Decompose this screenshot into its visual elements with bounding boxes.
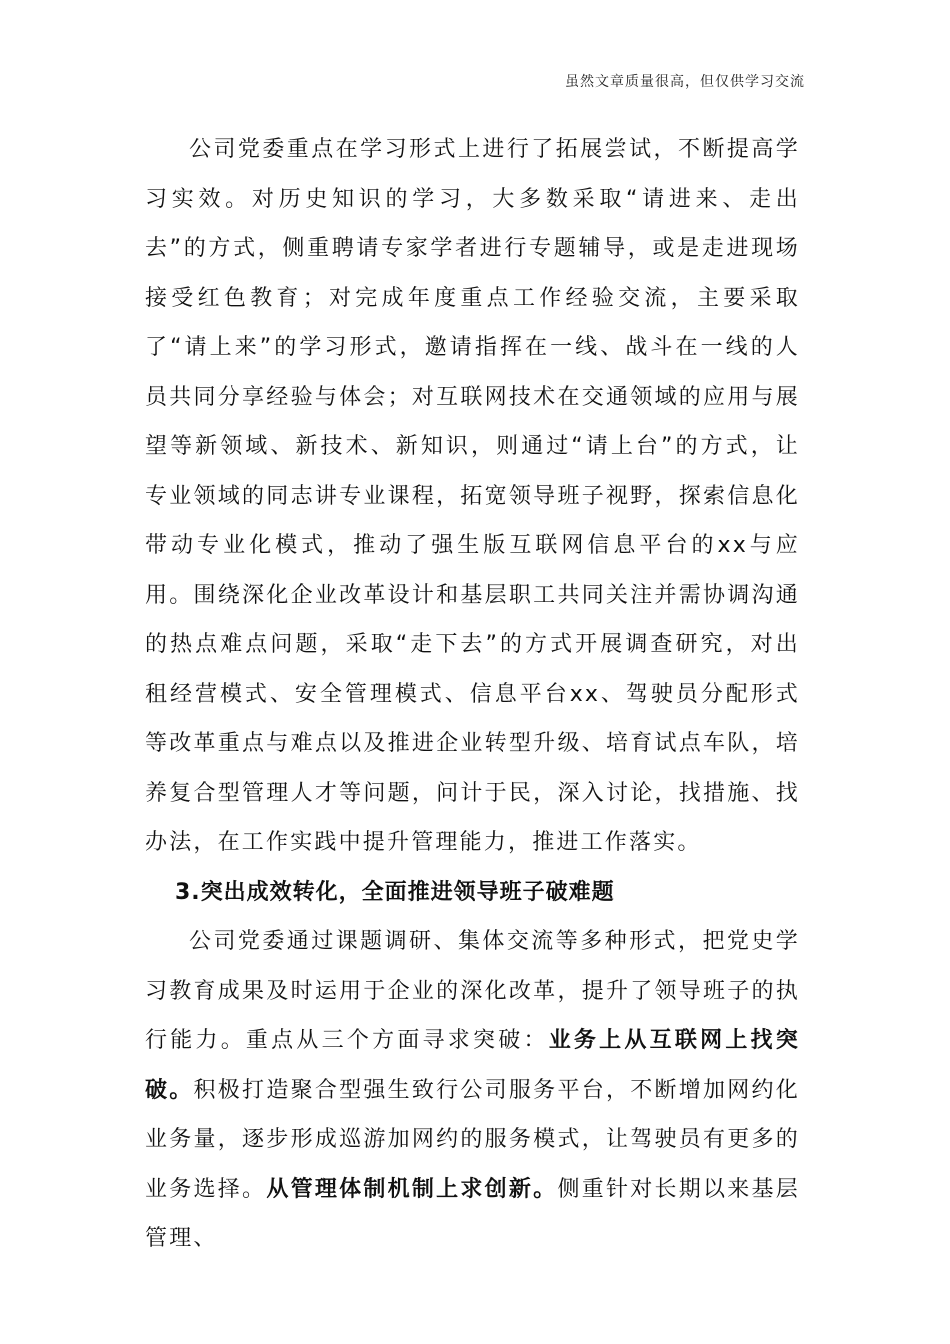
header-note: 虽然文章质量很高，但仅供学习交流 <box>565 74 805 90</box>
paragraph-achievement-transformation <box>145 917 800 1264</box>
bold-highlight-internet: 业务上从互联网上找突破。 <box>145 1028 800 1103</box>
section-heading: 3.突出成效转化，全面推进领导班子破难题 <box>175 879 615 905</box>
paragraph-learning-forms: 公司党委重点在学习形式上进行了拓展尝试，不断提高学习实效。对历史知识的学习，大多数采取“请进来、走出去”的方式，侧重聘请专家学者进行专题辅导，或是走进现场接受红色教育；对完成年度重点工作经验交流，主要采取了“请上来”的学习形式，邀请指挥在一线、战斗在一线的人员共同分享经验与体会；对互联网技术在交通领域的应用与展望等新领域、新技术、新知识，则通过“请上台”的方式，让专业领域的同志讲专业课程，拓宽领导班子视野，探索信息化带动专业化模式，推动了强生版互联网信息平台的xx与应用。围绕深化企业改革设计和基层职工共同关注并需协调沟通的热点难点问题，采取“走下去”的方式开展调查研究，对出租经营模式、安全管理模式、信息平台xx、驾驶员分配形式等改革重点与难点以及推进企业转型升级、培育试点车队，培养复合型管理人才等问题，问计于民，深入讨论，找措施、找办法，在工作实践中提升管理能力，推进工作落实。 <box>145 137 800 855</box>
paragraph-text: 公司党委通过课题调研、集体交流等多种形式，把党史学习教育成果及时运用于企业的深化改革，提升了领导班子的执行能力。重点从三个方面寻求突破： <box>145 929 800 1053</box>
paragraph-text: 侧重针对长期以来基层管理、 <box>145 1176 800 1251</box>
document-body <box>145 125 800 1264</box>
bold-highlight-management: 从管理体制机制上求创新。 <box>266 1176 558 1202</box>
paragraph-text: 积极打造聚合型强生致行公司服务平台，不断增加网约化业务量，逐步形成巡游加网约的服务模式，让驾驶员有更多的业务选择。 <box>145 1077 800 1202</box>
